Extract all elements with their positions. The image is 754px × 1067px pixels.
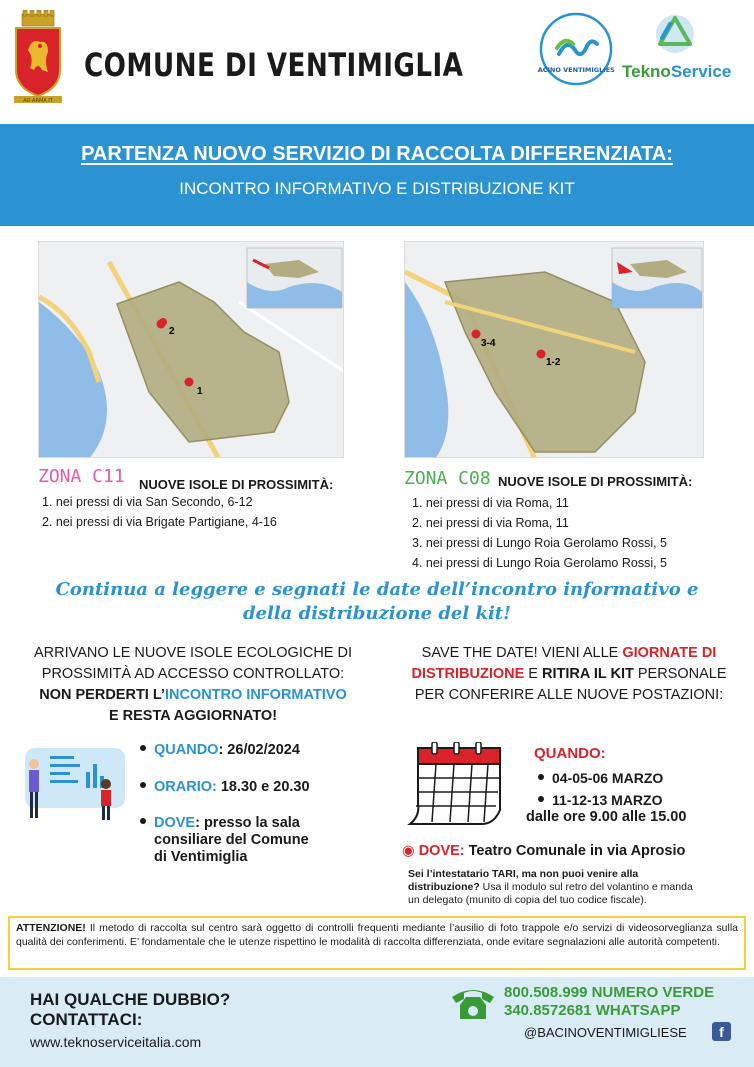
reminder-line-2: della distribuzione del kit!: [242, 603, 512, 624]
svg-text:3-4: 3-4: [481, 338, 496, 349]
svg-text:1-2: 1-2: [546, 357, 561, 368]
page-title: COMUNE DI VENTIMIGLIA: [84, 46, 464, 84]
info-meeting-intro: ARRIVANO LE NUOVE ISOLE ECOLOGICHE DI PROSSIMITÀ AD ACCESSO CONTROLLATO: NON PERDERTI L’INCONTRO INFORMATIVO E RESTA AGGIORNATO!: [33, 645, 352, 724]
list-item: 2. nei pressi di via Brigate Partigiane, 4-16: [42, 515, 277, 529]
banner-title: PARTENZA NUOVO SERVIZIO DI RACCOLTA DIFFERENZIATA:: [81, 143, 673, 165]
zona-c08-list: [412, 493, 667, 573]
list-item: 2. nei pressi di via Roma, 11: [412, 516, 569, 530]
zona-c11-list: [42, 492, 277, 532]
list-item: 1. nei pressi di via San Secondo, 6-12: [42, 495, 253, 509]
website-link[interactable]: www.teknoserviceitalia.com: [30, 1034, 202, 1050]
distribution-where: ◉ DOVE: Teatro Comunale in via Aprosio: [402, 843, 686, 859]
attention-box: ATTENZIONE! Il metodo di raccolta sul centro sarà oggetto di controlli frequenti mediante l’ausilio di foto trappole e/o servizi di videosorveglianza sulla qualità dei conferimenti. E’ fondamentale che le utenze rispettino le modalità di raccolta differenziata, onde evitare segnalazioni alle autorità competenti.: [8, 916, 746, 970]
calendar-icon: [398, 742, 508, 828]
list-item: 4. nei pressi di Lungo Roia Gerolamo Rossi, 5: [412, 556, 667, 570]
coat-of-arms-logo: [12, 10, 64, 105]
bacino-ventimigliese-logo: [537, 10, 615, 88]
list-item: 3. nei pressi di Lungo Roia Gerolamo Rossi, 5: [412, 536, 667, 550]
facebook-icon[interactable]: f: [712, 1022, 731, 1041]
distribution-intro: SAVE THE DATE! VIENI ALLE GIORNATE DI DISTRIBUZIONE E RITIRA IL KIT PERSONALE PER CONFERIRE ALLE NUOVE POSTAZIONI:: [411, 645, 727, 703]
svg-text:TeknoService: TeknoService: [622, 62, 732, 81]
map-zona-c11: [38, 241, 344, 458]
distribution-when-label: QUANDO:: [534, 745, 606, 762]
svg-text:BACINO VENTIMIGLIESE: BACINO VENTIMIGLIESE: [537, 66, 615, 74]
meeting-details: QUANDO: 26/02/2024 ORARIO: 18.30 e 20.30 DOVE: presso la sala consiliare del Comune di Ventimiglia: [140, 742, 370, 872]
banner-subtitle: INCONTRO INFORMATIVO E DISTRIBUZIONE KIT: [179, 179, 575, 198]
svg-text:1: 1: [197, 386, 203, 397]
toll-free-number[interactable]: 800.508.999 NUMERO VERDE: [504, 984, 715, 1001]
reminder-line-1: Continua a leggere e segnati le date dell’incontro informativo e: [55, 579, 699, 600]
svg-text:2: 2: [169, 326, 175, 337]
distribution-hours: dalle ore 9.00 alle 15.00: [526, 809, 687, 825]
title-banner: [0, 124, 754, 226]
svg-text:AD ARMA IT: AD ARMA IT: [23, 98, 53, 104]
distribution-dates: 04-05-06 MARZO 11-12-13 MARZO: [538, 767, 663, 811]
whatsapp-number[interactable]: 340.8572681 WHATSAPP: [504, 1002, 681, 1019]
zona-c11-heading: NUOVE ISOLE DI PROSSIMITÀ:: [139, 477, 334, 492]
zona-c08-heading: NUOVE ISOLE DI PROSSIMITÀ:: [498, 474, 693, 489]
location-pin-icon: ◉: [402, 843, 415, 859]
meeting-illustration: [20, 742, 130, 824]
social-handle[interactable]: @BACINOVENTIMIGLIESE: [524, 1025, 687, 1040]
map-zona-c08: [404, 241, 704, 458]
telephone-icon: [450, 983, 496, 1023]
zona-c08-label: ZONA C08: [404, 468, 491, 489]
list-item: 1. nei pressi di via Roma, 11: [412, 496, 569, 510]
footer-question: HAI QUALCHE DUBBIO? CONTATTACI:: [30, 990, 231, 1029]
teknoservice-logo: [618, 10, 733, 88]
zona-c11-label: ZONA C11: [38, 466, 125, 487]
delegate-note: Sei l’intestatario TARI, ma non puoi venire alla distribuzione? Usa il modulo sul retro del volantino e manda un delegato (munito di copia del tuo codice fiscale).: [408, 868, 693, 906]
